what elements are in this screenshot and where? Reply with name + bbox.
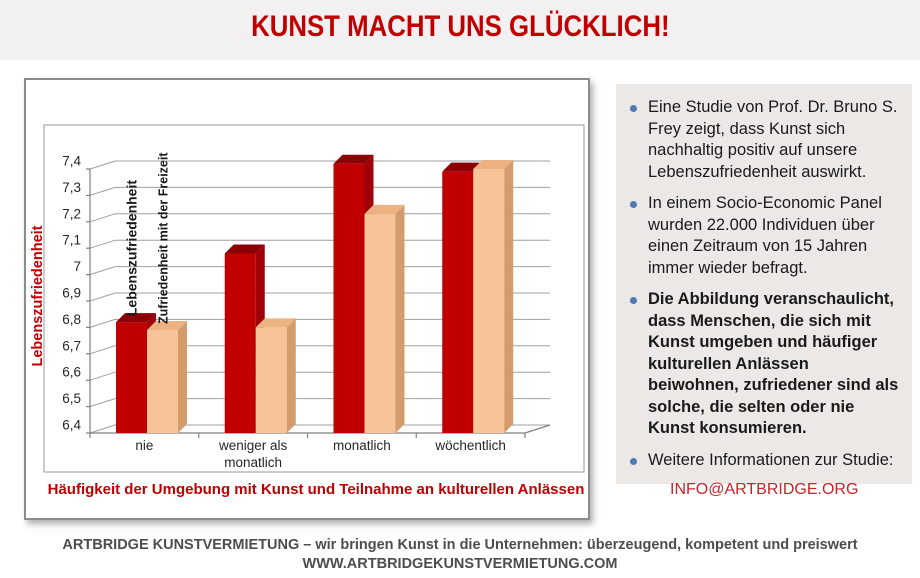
footer-website: WWW.ARTBRIDGEKUNSTVERMIETUNG.COM [302,556,618,572]
bullet-text: Weitere Informationen zur Studie: [648,450,894,469]
page-title: KUNST MACHT UNS GLÜCKLICH! [250,10,670,43]
bullet-text: Eine Studie von Prof. Dr. Bruno S. Frey zeigt, dass Kunst sich nachhaltig positiv auf unsere Lebenszufriedenheit auswirkt. [648,98,898,181]
header-band [0,0,920,60]
svg-text:7,4: 7,4 [62,153,81,169]
svg-text:6,4: 6,4 [62,417,81,433]
svg-text:6,8: 6,8 [62,311,81,327]
study-contact-link[interactable]: INFO@ARTBRIDGE.ORG [670,481,859,498]
satisfaction-bar-chart [26,80,588,518]
svg-text:7,2: 7,2 [62,206,81,222]
svg-text:7,1: 7,1 [62,232,81,248]
chart-card [24,78,590,520]
bullet-item [630,193,900,279]
bullet-item [630,450,900,472]
footer [0,536,920,574]
svg-text:6,7: 6,7 [62,338,81,354]
svg-text:6,5: 6,5 [62,391,81,407]
svg-text:nie: nie [135,438,154,453]
bullet-icon [630,97,648,183]
svg-text:monatlich: monatlich [332,438,391,453]
svg-text:7,3: 7,3 [62,179,81,195]
x-axis-title: Häufigkeit der Umgebung mit Kunst und Teilnahme an kulturellen Anlässen [47,481,585,498]
bullet-text: In einem Socio-Economic Panel wurden 22.000 Individuen über einen Zeitraum von 15 Jahren immer wieder befragt. [648,194,882,277]
bar-zufriedenheit-mit-der-freizeit [365,205,405,433]
svg-text:Zufriedenheit mit der Freizeit: Zufriedenheit mit der Freizeit [156,152,171,325]
svg-text:monatlich: monatlich [224,455,283,470]
info-panel [616,84,912,498]
svg-text:6,6: 6,6 [62,364,81,380]
bullet-icon [630,450,648,472]
footer-tagline: ARTBRIDGE KUNSTVERMIETUNG – wir bringen Kunst in die Unternehmen: überzeugend, kompetent und preiswert [62,537,858,553]
svg-text:6,9: 6,9 [62,285,81,301]
bar-zufriedenheit-mit-der-freizeit [256,318,296,433]
bar-zufriedenheit-mit-der-freizeit [147,321,187,433]
bullet-icon [630,193,648,279]
svg-text:wöchentlich: wöchentlich [435,438,506,453]
svg-text:Lebenszufriedenheit: Lebenszufriedenheit [123,179,140,317]
svg-text:weniger als: weniger als [218,438,288,453]
bar-zufriedenheit-mit-der-freizeit [473,160,513,433]
y-axis-title: Lebenszufriedenheit [30,225,46,367]
bullet-item [630,289,900,440]
bullet-icon [630,289,648,440]
svg-text:7: 7 [73,259,81,275]
bullet-item [630,97,900,183]
bullet-text: Die Abbildung veranschaulicht, dass Menschen, die sich mit Kunst umgeben und häufiger kulturellen Anlässen beiwohnen, zufriedener sind als solche, die selten oder nie Kunst konsumieren. [648,290,899,437]
